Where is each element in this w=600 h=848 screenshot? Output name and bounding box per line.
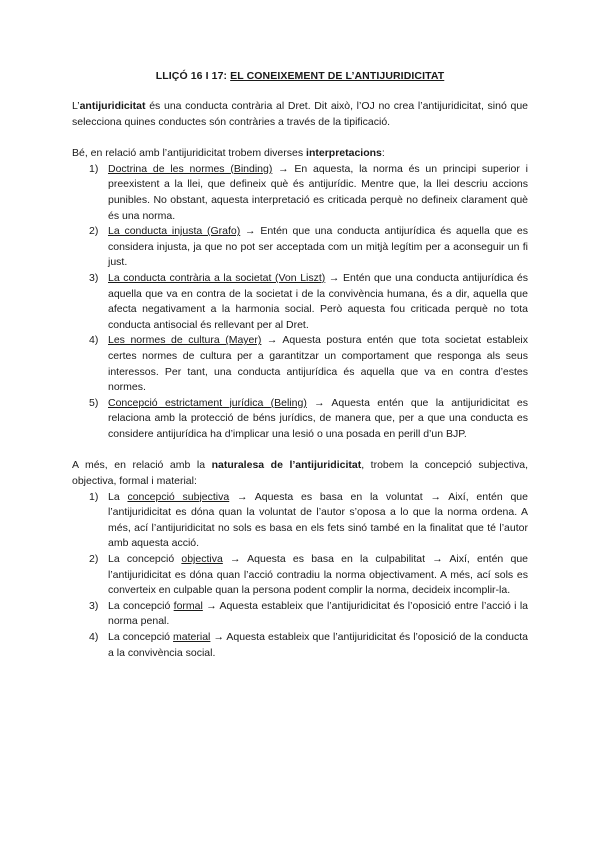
list-item xyxy=(72,162,528,224)
list-item xyxy=(72,271,528,333)
item-number: 1) xyxy=(89,490,99,503)
nature-lead xyxy=(72,458,528,489)
list-item xyxy=(72,630,528,661)
item-heading: objectiva xyxy=(181,553,223,566)
item-number: 1) xyxy=(89,162,99,175)
list-item xyxy=(72,490,528,552)
item-body: → Aquesta entén que la antijuridicitat es relaciona amb la protecció de béns jurídics, de manera que, per a que una conducta es considere antijurídica ha d’implicar una lesió o una posada en perill d’un BJP. xyxy=(108,396,528,440)
intro-paragraph xyxy=(72,99,528,130)
item-body: → Aquesta estableix que l’antijuridicitat és l’oposició de la conducta a la convivència social. xyxy=(108,631,528,659)
item-pre: La xyxy=(108,490,128,503)
item-pre: La concepció xyxy=(108,599,174,612)
item-body: → Entén que una conducta antijurídica és aquella que va en contra de la societat i de la convivència humana, és a dir, aquella que afecta negativament a la harmonia social. Però aquesta fou criticada perquè no tota conducta antisocial és rellevant per al Dret. xyxy=(108,271,528,331)
list-item xyxy=(72,396,528,443)
page-title xyxy=(72,70,528,82)
item-body: → Entén que una conducta antijurídica és aquella que es considera injusta, ja que no pot ser acceptada com un mitjà legítim per a aconseguir un fi just. xyxy=(108,225,528,269)
item-heading: La conducta contrària a la societat (Von Liszt) xyxy=(108,271,326,284)
nature-list xyxy=(72,490,528,662)
item-number: 2) xyxy=(89,225,99,238)
interp-lead-bold: interpretacions xyxy=(306,147,382,160)
item-number: 3) xyxy=(89,599,99,612)
interp-lead-post: : xyxy=(381,147,385,160)
list-item xyxy=(72,552,528,599)
item-heading: concepció subjectiva xyxy=(127,490,230,503)
nature-lead-bold: naturalesa de l’antijuridicitat xyxy=(211,459,362,472)
title-main: EL CONEIXEMENT DE L’ANTIJURIDICITAT xyxy=(230,70,445,82)
item-number: 2) xyxy=(89,553,99,566)
item-body: → Aquesta estableix que l’antijuridicitat és l’oposició entre l’acció i la norma penal. xyxy=(108,599,528,628)
item-pre: La concepció xyxy=(108,631,174,643)
item-heading: Doctrina de les normes (Binding) xyxy=(108,162,273,175)
item-heading: La conducta injusta (Grafo) xyxy=(108,225,241,238)
item-heading: Concepció estrictament jurídica (Beling) xyxy=(108,396,307,409)
item-heading: material xyxy=(173,631,211,643)
interp-lead-pre: Bé, en relació amb l’antijuridicitat trobem diverses xyxy=(72,147,307,160)
list-item xyxy=(72,333,528,395)
list-item xyxy=(72,599,528,630)
item-heading: formal xyxy=(173,599,203,612)
item-number: 3) xyxy=(89,271,99,284)
intro-rest: és una conducta contrària al Dret. Dit això, l’OJ no crea l’antijuridicitat, sinó que selecciona quines conductes són contràries a través de la tipificació. xyxy=(72,100,528,128)
intro-pre: L’ xyxy=(72,100,80,112)
item-number: 4) xyxy=(89,631,99,643)
intro-bold-term: antijuridicitat xyxy=(79,100,146,112)
title-prefix: LLIÇÓ 16 I 17: xyxy=(155,70,231,82)
item-body: → Aquesta postura entén que tota societat estableix certes normes de cultura per a garantitzar un comportament que responga als seus interessos. Per tant, una conducta antijurídica és aquella que va en contra d’estes normes. xyxy=(108,334,528,394)
item-body: → Aquesta es basa en la culpabilitat → Així, entén que l’antijuridicitat es dóna quan l’acció contradiu la norma objectivament. A més, ací sols es converteix en culpable quan la persona podent complir la norma, decideix incomplir-la. xyxy=(108,553,528,597)
interpretations-list xyxy=(72,162,528,443)
item-number: 4) xyxy=(89,334,99,347)
item-number: 5) xyxy=(89,396,99,409)
interpretations-lead xyxy=(72,146,528,162)
item-heading: Les normes de cultura (Mayer) xyxy=(108,334,262,347)
list-item xyxy=(72,224,528,271)
nature-lead-pre: A més, en relació amb la xyxy=(72,459,212,472)
nature-lead-post: , trobem la concepció subjectiva, objectiva, formal i material: xyxy=(72,459,528,488)
item-pre: La concepció xyxy=(108,553,182,566)
item-body: → En aquesta, la norma és un principi superior i preexistent a la llei, que defineix què és antijurídic. Mentre que, la llei descriu accions punibles. No obstant, aquesta interpretació es criticada perquè no defineix clarament què és una norma. xyxy=(108,162,528,222)
item-body: → Aquesta es basa en la voluntat → Així, entén que l’antijuridicitat es dóna quan la voluntat de l’autor s’oposa a lo que la norma ordena. A més, ací l’antijuridicitat no sols es basa en els fets sinó també en la finalitat que té l’autor amb aquesta acció. xyxy=(108,490,528,550)
